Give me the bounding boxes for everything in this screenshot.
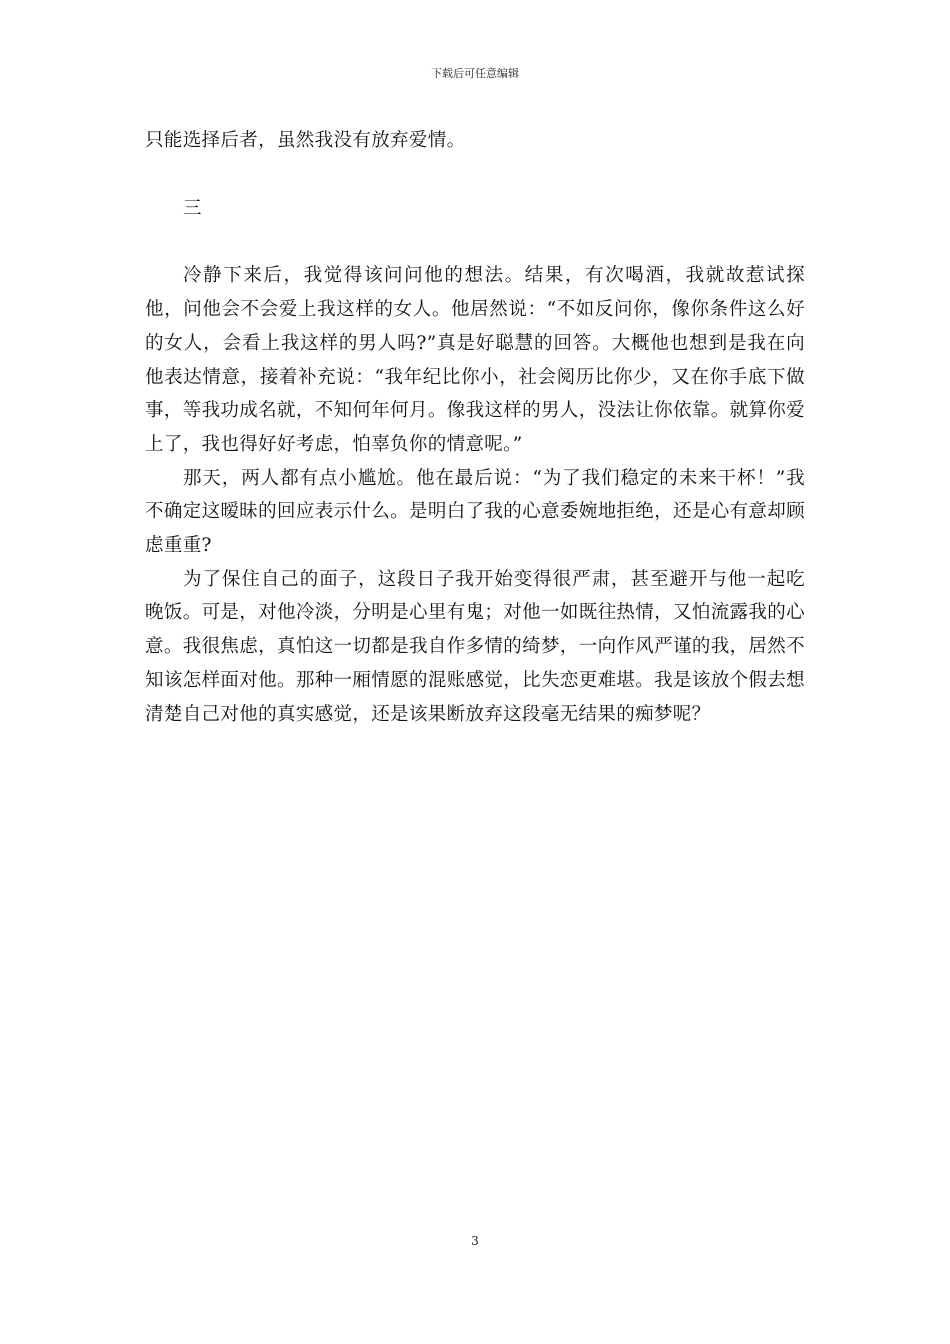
document-body [145,124,805,731]
page-header-note: 下载后可任意编辑 [431,67,519,80]
section-heading: 三 [183,197,202,219]
paragraph: 为了保住自己的面子，这段日子我开始变得很严肃，甚至避开与他一起吃晚饭。可是，对他冷淡，分明是心里有鬼；对他一如既往热情，又怕流露我的心意。我很焦虑，真怕这一切都是我自作多情的绮梦，一向作风严谨的我，居然不知该怎样面对他。那种一厢情愿的混账感觉，比失恋更难堪。我是该放个假去想清楚自己对他的真实感觉，还是该果断放弃这段毫无结果的痴梦呢？ [145,568,805,725]
paragraph: 那天，两人都有点小尴尬。他在最后说：“为了我们稳定的未来干杯！”我不确定这暧昧的回应表示什么。是明白了我的心意委婉地拒绝，还是心有意却顾虑重重? [145,467,805,557]
paragraph-continuation: 只能选择后者，虽然我没有放弃爱情。 [145,130,466,151]
paragraph: 冷静下来后，我觉得该问问他的想法。结果，有次喝酒，我就故惹试探他，问他会不会爱上我这样的女人。他居然说：“不如反问你，像你条件这么好的女人，会看上我这样的男人吗?”真是好聪慧的回答。大概他也想到是我在向他表达情意，接着补充说：“我年纪比你小，社会阅历比你少，又在你手底下做事，等我功成名就，不知何年何月。像我这样的男人，没法让你依靠。就算你爱上了，我也得好好考虑，怕辜负你的情意呢。” [145,265,805,455]
page-number: 3 [471,1234,479,1248]
